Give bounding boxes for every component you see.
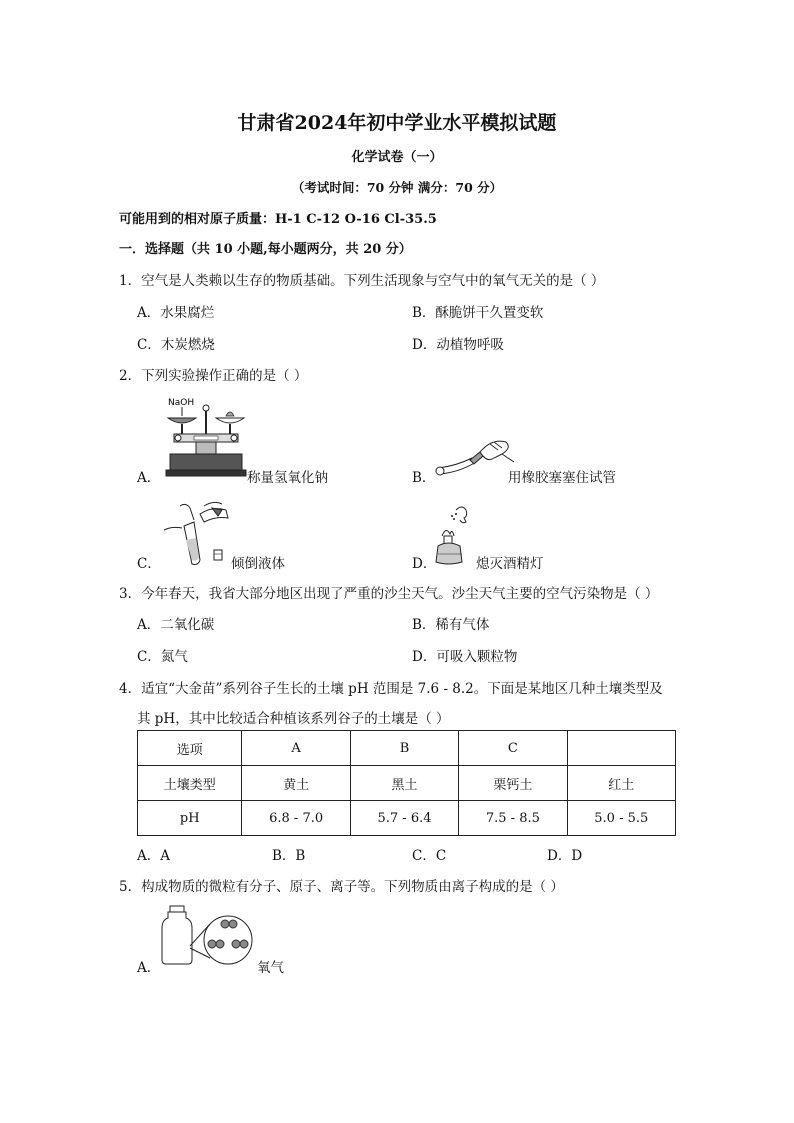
- table-cell: C: [459, 731, 567, 766]
- q1-option-d: D．动植物呼吸: [412, 337, 504, 353]
- section-heading: 一．选择题（共 10 小题,每小题两分，共 20 分）: [119, 242, 412, 257]
- table-cell: 黑土: [350, 766, 458, 801]
- q1-option-a: A．水果腐烂: [137, 305, 215, 321]
- stopper-figure: [436, 436, 516, 484]
- question-5-stem: 5．构成物质的微粒有分子、原子、离子等。下列物质由离子构成的是（ ）: [119, 879, 564, 895]
- soil-ph-table: [137, 730, 676, 836]
- exam-info: （考试时间：70 分钟 满分：70 分）: [291, 180, 503, 195]
- table-cell: 选项: [138, 731, 242, 766]
- pouring-figure: [160, 500, 232, 570]
- naoh-label: NaOH: [168, 398, 195, 408]
- question-4-stem-line1: 4．适宜“大金苗”系列谷子生长的土壤 pH 范围是 7.6 - 8.2。下面是某地区几种土壤类型及: [119, 681, 663, 697]
- table-cell: 7.5 - 8.5: [459, 801, 567, 836]
- q2-option-b-caption: 用橡胶塞塞住试管: [508, 470, 616, 486]
- q3-option-a: A．二氧化碳: [137, 617, 215, 633]
- q5-option-a-caption: 氧气: [257, 960, 284, 976]
- q1-option-c: C．木炭燃烧: [137, 337, 215, 353]
- table-cell: 6.8 - 7.0: [242, 801, 350, 836]
- alcohol-lamp-figure: [432, 500, 476, 570]
- table-row: [138, 766, 676, 801]
- atomic-masses: 可能用到的相对原子质量：H-1 C-12 O-16 Cl-35.5: [119, 212, 437, 227]
- question-1-stem: 1．空气是人类赖以生存的物质基础。下列生活现象与空气中的氧气无关的是（ ）: [119, 273, 605, 289]
- q4-option-b: B．B: [272, 848, 306, 864]
- oxygen-molecule-figure: [160, 906, 260, 968]
- q2-option-d-letter: D．: [412, 556, 437, 572]
- table-cell: A: [242, 731, 350, 766]
- table-cell: 5.7 - 6.4: [350, 801, 458, 836]
- q3-option-d: D．可吸入颗粒物: [412, 649, 518, 665]
- q2-option-b-letter: B．: [412, 470, 436, 486]
- page-title: 甘肃省2024年初中学业水平模拟试题: [237, 112, 557, 134]
- table-cell: pH: [138, 801, 242, 836]
- q2-option-c-caption: 倾倒液体: [231, 556, 285, 572]
- q2-option-d-caption: 熄灭酒精灯: [476, 556, 544, 572]
- table-cell: [567, 731, 675, 766]
- q5-option-a-letter: A．: [137, 960, 161, 976]
- question-4-stem-line2: 其 pH，其中比较适合种植该系列谷子的土壤是（ ）: [137, 711, 450, 727]
- table-cell: 黄土: [242, 766, 350, 801]
- q4-option-d: D．D: [547, 848, 583, 864]
- question-2-stem: 2．下列实验操作正确的是（ ）: [119, 368, 308, 384]
- q4-option-a: A．A: [137, 848, 170, 864]
- balance-figure: [160, 394, 250, 484]
- question-3-stem: 3．今年春天，我省大部分地区出现了严重的沙尘天气。沙尘天气主要的空气污染物是（ ）: [119, 586, 659, 602]
- q3-option-b: B．稀有气体: [412, 617, 490, 633]
- q3-option-c: C．氮气: [137, 649, 188, 665]
- q1-option-b: B．酥脆饼干久置变软: [412, 305, 544, 321]
- q2-option-a-letter: A．: [137, 470, 161, 486]
- table-cell: B: [350, 731, 458, 766]
- paper-subtitle: 化学试卷（一）: [351, 150, 443, 165]
- table-cell: 5.0 - 5.5: [567, 801, 675, 836]
- table-cell: 土壤类型: [138, 766, 242, 801]
- q4-option-c: C．C: [412, 848, 447, 864]
- q2-option-c-letter: C．: [137, 556, 161, 572]
- table-cell: 栗钙土: [459, 766, 567, 801]
- q2-option-a-caption: 称量氢氧化钠: [247, 470, 328, 486]
- table-cell: 红土: [567, 766, 675, 801]
- table-header-row: [138, 731, 676, 766]
- table-row: [138, 801, 676, 836]
